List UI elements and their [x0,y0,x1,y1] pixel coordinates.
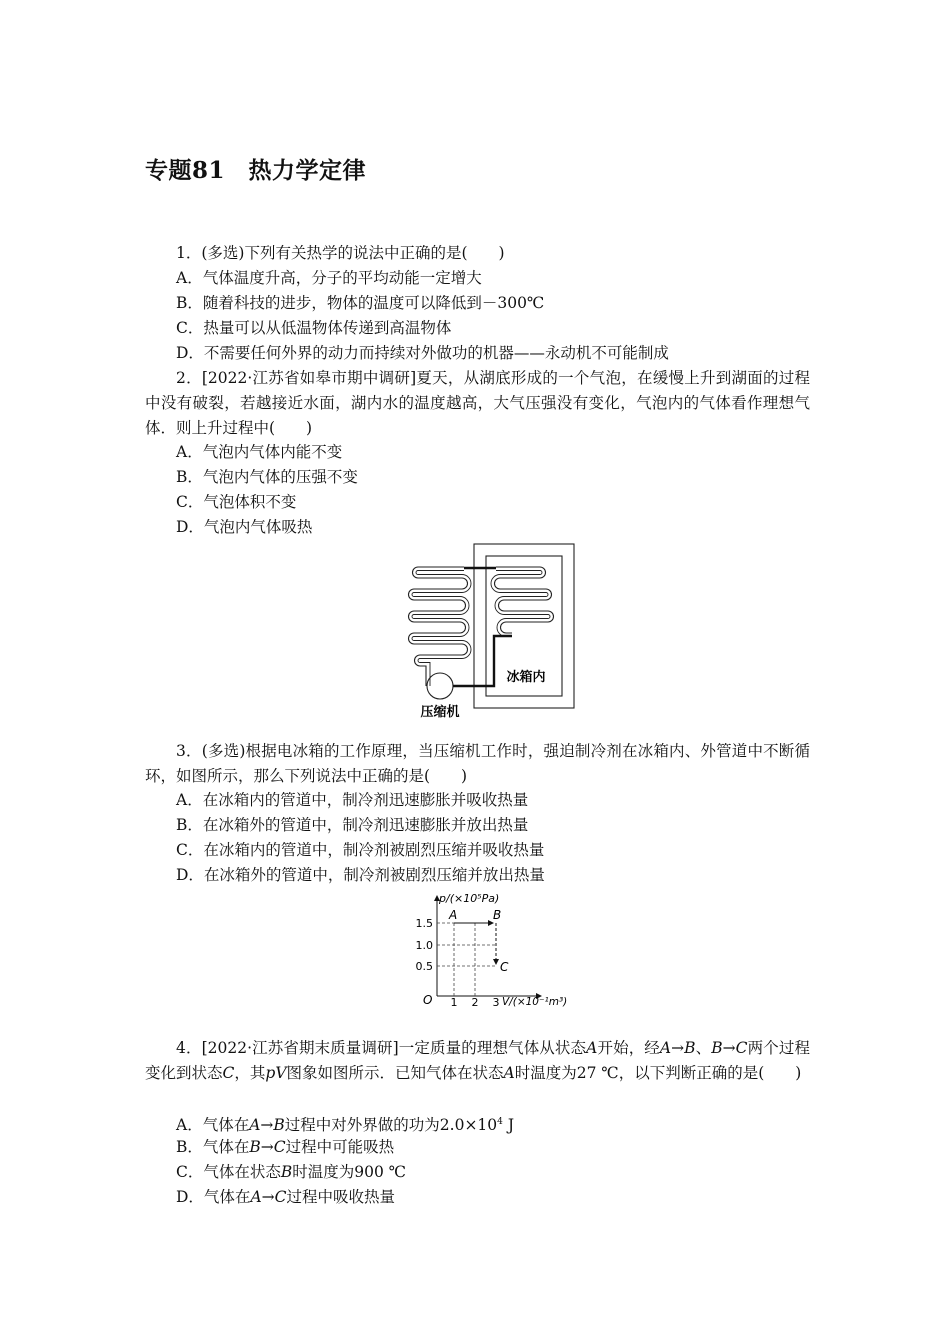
q4-stem: 4．[2022·江苏省期末质量调研]一定质量的理想气体从状态A开始，经A→B、B→C两个过程变化到状态C，其pV图象如图所示．已知气体在状态A时温度为27 ℃，以下判断正确的是( ) [145,1039,810,1082]
compressor [427,673,453,699]
origin-label: O [423,993,433,1007]
y-tick-1.5: 1.5 [415,917,433,930]
y-axis-label: p/(×10⁵Pa) [439,892,500,905]
q3-stem: 3．(多选)根据电冰箱的工作原理，当压缩机工作时，强迫制冷剂在冰箱内、外管道中不断循环，如图所示，那么下列说法中正确的是( ) [145,742,810,785]
inside-coil [491,567,554,637]
x-tick-1: 1 [450,996,458,1008]
q1-stem: 1．(多选)下列有关热学的说法中正确的是( ) [176,244,505,262]
point-c-label: C [500,960,509,974]
pv-graph [405,888,580,1008]
y-tick-0.5: 0.5 [415,960,433,973]
q2-option-c: C．气泡体积不变 [176,493,297,511]
compressor-label: 压缩机 [420,705,460,720]
point-a-label: A [449,908,458,922]
x-axis-label: V/(×10⁻¹m³) [502,996,568,1008]
q3-option-c: C．在冰箱内的管道中，制冷剂被剧烈压缩并吸收热量 [176,841,545,859]
q4-option-c: C．气体在状态B时温度为900 ℃ [176,1163,407,1181]
outside-coil [409,567,472,686]
q3-option-a: A．在冰箱内的管道中，制冷剂迅速膨胀并吸收热量 [176,791,529,809]
refrigerator-diagram [400,540,580,722]
q4-option-d: D．气体在A→C过程中吸收热量 [176,1188,396,1206]
q1-option-c: C．热量可以从低温物体传递到高温物体 [176,319,452,337]
x-tick-3: 3 [492,996,500,1008]
y-tick-1.0: 1.0 [415,939,433,952]
q3-option-d: D．在冰箱外的管道中，制冷剂被剧烈压缩并放出热量 [176,866,545,884]
point-b-label: B [493,908,502,922]
q2-option-b: B．气泡内气体的压强不变 [176,468,358,486]
q1-option-a: A．气体温度升高，分子的平均动能一定增大 [176,269,482,287]
page-title: 专题81 热力学定律 [145,157,367,184]
fridge-label: 冰箱内 [506,670,546,685]
q4-option-b: B．气体在B→C过程中可能吸热 [176,1138,395,1156]
q1-option-d: D．不需要任何外界的动力而持续对外做功的机器——永动机不可能制成 [176,344,669,362]
q2-option-d: D．气泡内气体吸热 [176,518,313,536]
x-tick-2: 2 [471,996,479,1008]
q1-option-b: B．随着科技的进步，物体的温度可以降低到－300℃ [176,294,545,312]
q2-option-a: A．气泡内气体内能不变 [176,443,343,461]
q3-option-b: B．在冰箱外的管道中，制冷剂迅速膨胀并放出热量 [176,816,529,834]
q2-stem: 2．[2022·江苏省如皋市期中调研]夏天，从湖底形成的一个气泡，在缓慢上升到湖面的过程中没有破裂，若越接近水面，湖内水的温度越高，大气压强没有变化，气泡内的气体看作理想气体．则上升过程中( ) [145,369,810,437]
q4-option-a: A．气体在A→B过程中对外界做的功为$2.0\times 10^4$ J [176,1116,515,1135]
